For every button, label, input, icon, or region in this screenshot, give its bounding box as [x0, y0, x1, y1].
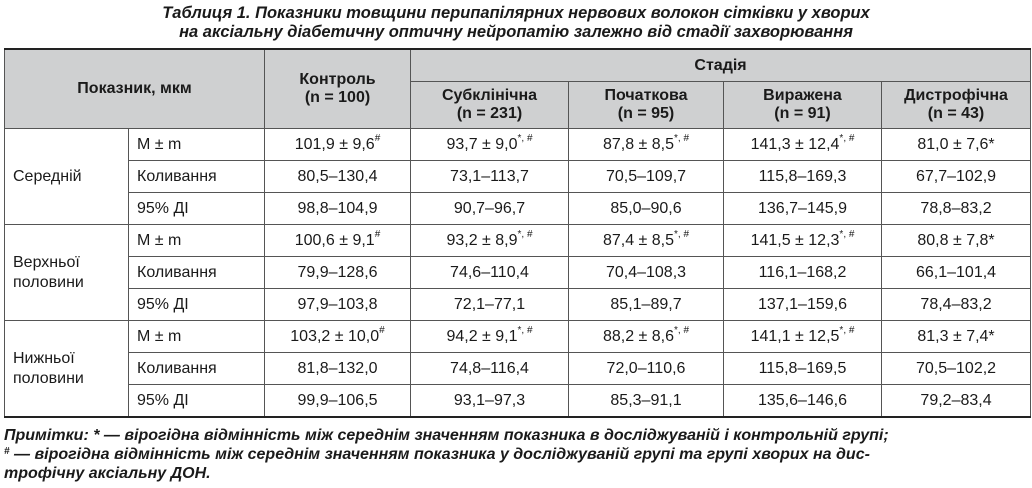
significance-mark: *, #: [839, 324, 855, 336]
value-cell: [569, 129, 724, 161]
value-cell: [569, 193, 724, 225]
value-cell: [411, 321, 569, 353]
value-cell: [882, 129, 1031, 161]
cell-value: 136,7–145,9: [758, 199, 847, 217]
value-cell: [724, 129, 882, 161]
value-cell: [724, 353, 882, 385]
cell-value: 81,0 ± 7,6*: [917, 135, 995, 153]
cell-value: 115,8–169,3: [758, 167, 847, 185]
value-cell: [724, 193, 882, 225]
header-stage-n: (n = 91): [774, 105, 831, 122]
row-label: M ± m: [129, 321, 265, 353]
group-name-line: половини: [13, 369, 84, 387]
value-cell: [265, 225, 411, 257]
header-stage: Стадія: [411, 49, 1031, 82]
cell-value: 79,2–83,4: [920, 391, 992, 409]
cell-value: 90,7–96,7: [453, 199, 526, 217]
value-cell: [724, 385, 882, 418]
value-cell: [724, 161, 882, 193]
row-label: Коливання: [129, 353, 265, 385]
table-row: [5, 321, 1031, 353]
header-stage-name: Початкова: [604, 87, 688, 104]
cell-value: 85,1–89,7: [610, 295, 682, 313]
value-cell: [411, 385, 569, 418]
value-cell: [569, 257, 724, 289]
value-cell: [411, 129, 569, 161]
notes-line-2: [4, 445, 1028, 464]
header-stage-name: Субклінічна: [441, 87, 538, 104]
value-cell: [265, 385, 411, 418]
cell-value: 141,3 ± 12,4: [750, 135, 840, 153]
value-cell: [882, 193, 1031, 225]
value-cell: [411, 161, 569, 193]
value-cell: [569, 385, 724, 418]
table-row: [5, 161, 1031, 193]
cell-value: 88,2 ± 8,6: [602, 327, 675, 345]
value-cell: [882, 353, 1031, 385]
cell-value: 80,8 ± 7,8*: [917, 231, 995, 249]
value-cell: [265, 193, 411, 225]
value-cell: [569, 289, 724, 321]
caption-line-1: Таблиця 1. Показники товщини перипапілярних нервових волокон сітківки у хворих: [162, 4, 870, 22]
value-cell: [882, 257, 1031, 289]
table-caption: [0, 4, 1032, 42]
value-cell: [265, 353, 411, 385]
value-cell: [265, 257, 411, 289]
cell-value: 78,8–83,2: [920, 199, 992, 217]
significance-mark: *, #: [517, 132, 533, 144]
cell-value: 99,9–106,5: [297, 391, 378, 409]
cell-value: 135,6–146,6: [758, 391, 847, 409]
cell-value: 70,5–102,2: [915, 359, 997, 377]
header-stage-dystrophic: [882, 82, 1031, 129]
cell-value: 141,1 ± 12,5: [750, 327, 840, 345]
significance-mark: #: [374, 132, 381, 144]
significance-mark: #: [374, 228, 381, 240]
value-cell: [411, 193, 569, 225]
notes-line-1: Примітки: * — вірогідна відмінність між середнім значенням показника в досліджуваній і контрольній групі;: [4, 427, 889, 444]
cell-value: 72,0–110,6: [606, 359, 686, 377]
cell-value: 97,9–103,8: [297, 295, 378, 313]
header-stage-expressed: [724, 82, 882, 129]
group-name-line: Нижньої: [13, 349, 75, 367]
header-stage-n: (n = 95): [617, 105, 675, 122]
value-cell: [724, 321, 882, 353]
cell-value: 103,2 ± 10,0: [290, 327, 380, 345]
cell-value: 115,8–169,5: [758, 359, 847, 377]
row-label: 95% ДІ: [129, 289, 265, 321]
cell-value: 93,7 ± 9,0: [446, 135, 518, 153]
cell-value: 85,0–90,6: [610, 199, 682, 217]
value-cell: [411, 353, 569, 385]
significance-mark: #: [379, 324, 385, 336]
significance-mark: *, #: [674, 132, 690, 144]
value-cell: [882, 225, 1031, 257]
header-control-n: (n = 100): [304, 89, 371, 106]
significance-mark: *, #: [517, 324, 533, 336]
significance-mark: *, #: [517, 228, 533, 240]
header-control: [265, 49, 411, 129]
cell-value: 79,9–128,6: [297, 263, 378, 281]
table-body: [5, 129, 1031, 418]
cell-value: 80,5–130,4: [297, 167, 378, 185]
cell-value: 70,5–109,7: [605, 167, 687, 185]
cell-value: 73,1–113,7: [450, 167, 529, 185]
cell-value: 74,8–116,4: [450, 359, 529, 377]
header-stage-n: (n = 231): [456, 105, 523, 122]
table-row: [5, 385, 1031, 418]
significance-mark: *, #: [839, 228, 855, 240]
group-name-line: Середній: [13, 167, 82, 185]
value-cell: [411, 289, 569, 321]
cell-value: 93,2 ± 8,9: [446, 231, 518, 249]
cell-value: 100,6 ± 9,1: [294, 231, 375, 249]
cell-value: 94,2 ± 9,1: [446, 327, 518, 345]
hash-mark: #: [4, 446, 10, 457]
value-cell: [411, 257, 569, 289]
row-label: M ± m: [129, 129, 265, 161]
cell-value: 141,5 ± 12,3: [750, 231, 840, 249]
value-cell: [569, 161, 724, 193]
row-label: Коливання: [129, 161, 265, 193]
cell-value: 137,1–159,6: [758, 295, 847, 313]
value-cell: [411, 225, 569, 257]
value-cell: [569, 321, 724, 353]
cell-value: 87,4 ± 8,5: [602, 231, 675, 249]
caption-line-2: на аксіальну діабетичну оптичну нейропатію залежно від стадії захворювання: [179, 23, 853, 41]
value-cell: [724, 225, 882, 257]
value-cell: [265, 161, 411, 193]
header-stage-name: Дистрофічна: [904, 87, 1008, 104]
significance-mark: *, #: [674, 324, 690, 336]
value-cell: [882, 385, 1031, 418]
cell-value: 93,1–97,3: [453, 391, 526, 409]
cell-value: 116,1–168,2: [758, 263, 847, 281]
results-table: [4, 48, 1031, 418]
table-row: [5, 257, 1031, 289]
cell-value: 87,8 ± 8,5: [602, 135, 675, 153]
table-row: [5, 225, 1031, 257]
cell-value: 78,4–83,2: [920, 295, 992, 313]
row-label: 95% ДІ: [129, 193, 265, 225]
header-stage-n: (n = 43): [927, 105, 985, 122]
notes-line-3: трофічну аксіальну ДОН.: [4, 465, 211, 482]
table-row: [5, 353, 1031, 385]
header-stage-name: Виражена: [763, 87, 842, 104]
value-cell: [265, 321, 411, 353]
group-name: [5, 321, 129, 418]
cell-value: 98,8–104,9: [297, 199, 378, 217]
group-name: [5, 129, 129, 225]
cell-value: 67,7–102,9: [915, 167, 997, 185]
group-name: [5, 225, 129, 321]
significance-mark: *, #: [839, 132, 855, 144]
value-cell: [724, 257, 882, 289]
row-label: Коливання: [129, 257, 265, 289]
header-stage-subclinical: [411, 82, 569, 129]
table-row: [5, 129, 1031, 161]
cell-value: 66,1–101,4: [915, 263, 997, 281]
value-cell: [882, 161, 1031, 193]
cell-value: 85,3–91,1: [610, 391, 682, 409]
table-row: [5, 193, 1031, 225]
header-indicator: Показник, мкм: [5, 49, 265, 129]
header-control-name: Контроль: [299, 71, 376, 88]
significance-mark: *, #: [674, 228, 690, 240]
table-notes: [4, 426, 1028, 483]
value-cell: [882, 321, 1031, 353]
value-cell: [569, 225, 724, 257]
group-name-line: Верхньої: [13, 253, 80, 271]
header-row-1: [5, 49, 1031, 82]
cell-value: 70,4–108,3: [605, 263, 687, 281]
cell-value: 101,9 ± 9,6: [294, 135, 375, 153]
value-cell: [265, 129, 411, 161]
value-cell: [265, 289, 411, 321]
cell-value: 81,8–132,0: [297, 359, 378, 377]
value-cell: [882, 289, 1031, 321]
table-row: [5, 289, 1031, 321]
header-stage-initial: [569, 82, 724, 129]
notes-line-2-text: — вірогідна відмінність між середнім значенням показника у досліджуваній групі та групі хворих на дис-: [9, 446, 870, 463]
value-cell: [724, 289, 882, 321]
cell-value: 81,3 ± 7,4*: [917, 327, 995, 345]
value-cell: [569, 353, 724, 385]
row-label: 95% ДІ: [129, 385, 265, 418]
group-name-line: половини: [13, 273, 84, 291]
cell-value: 72,1–77,1: [453, 295, 526, 313]
cell-value: 74,6–110,4: [450, 263, 529, 281]
row-label: M ± m: [129, 225, 265, 257]
